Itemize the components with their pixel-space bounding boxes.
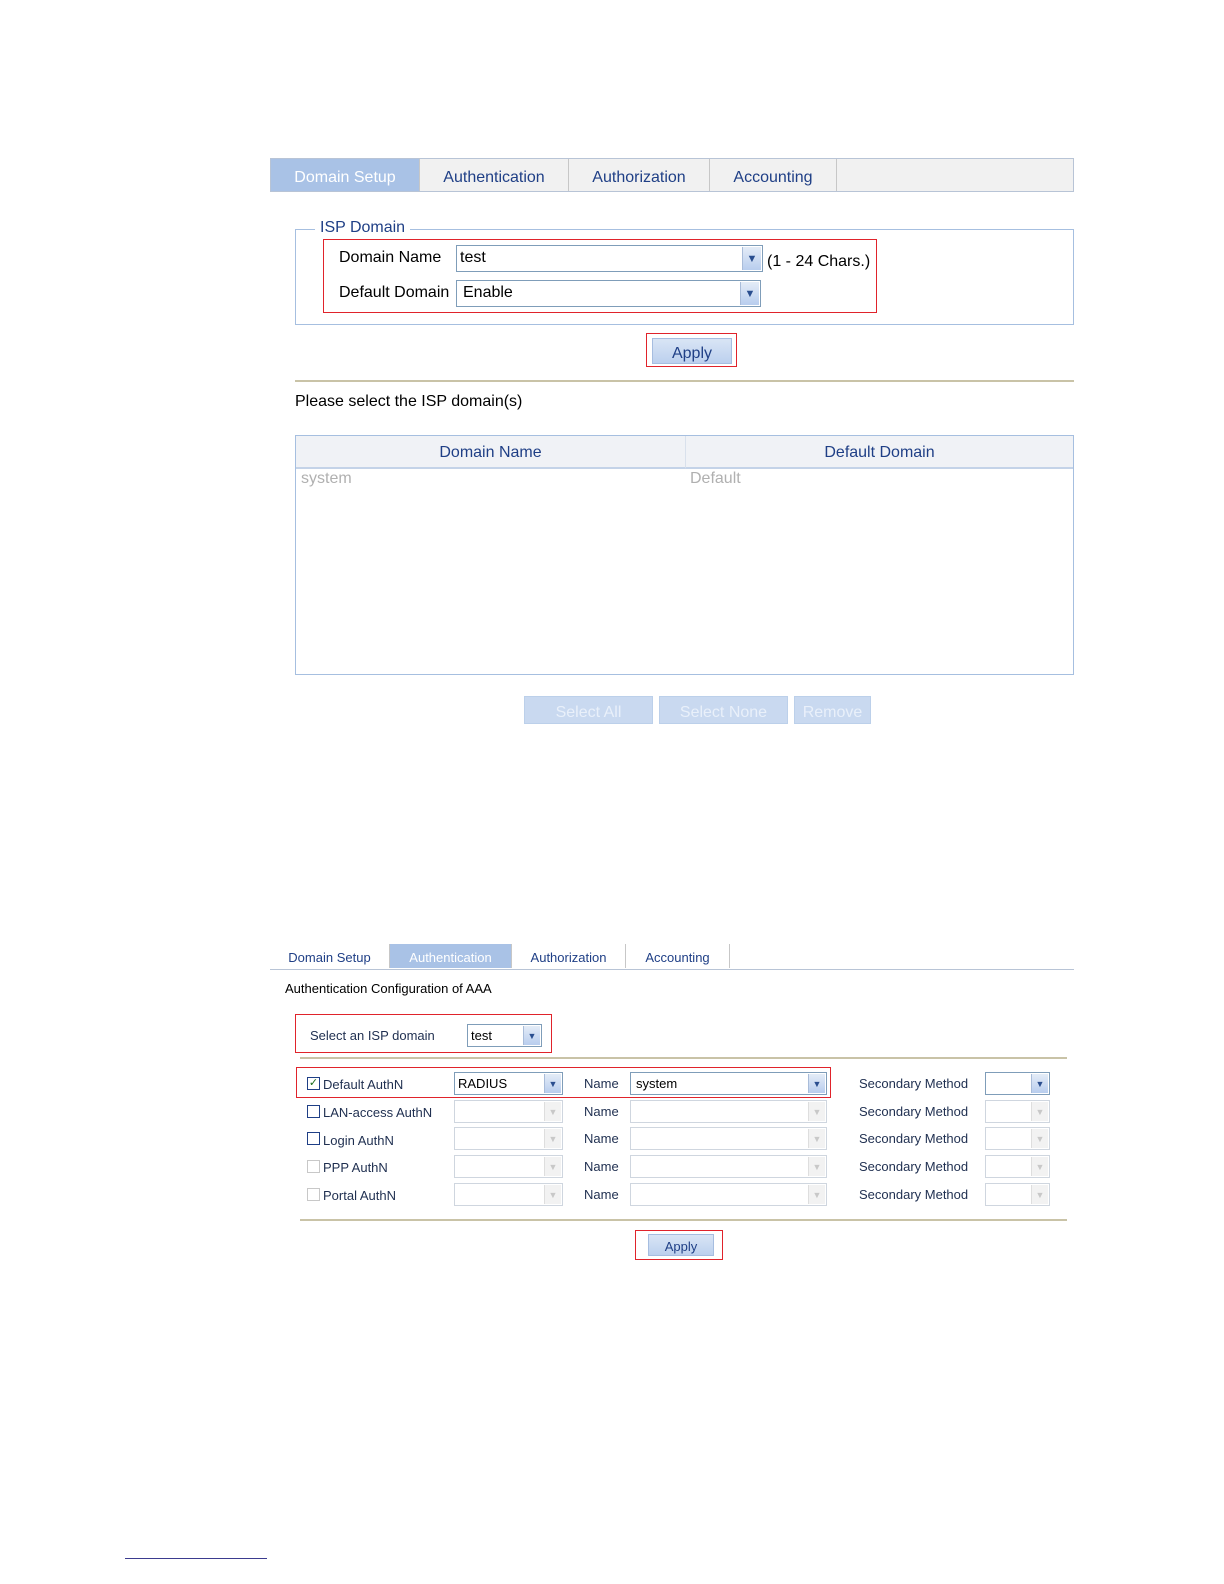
tab-bar bbox=[270, 944, 1074, 970]
chevron-down-icon[interactable]: ▼ bbox=[544, 1074, 561, 1093]
secondary-method-label: Secondary Method bbox=[859, 1104, 969, 1119]
chevron-down-icon[interactable]: ▼ bbox=[808, 1074, 825, 1093]
ppp-authn-label: PPP AuthN bbox=[323, 1160, 388, 1175]
name-label: Name bbox=[584, 1159, 619, 1174]
portal-authn-method-select[interactable] bbox=[454, 1183, 563, 1206]
footnote-rule bbox=[125, 1558, 267, 1559]
default-domain-label: Default Domain bbox=[339, 284, 450, 301]
ppp-authn-name-select[interactable] bbox=[630, 1155, 827, 1178]
chevron-down-icon[interactable]: ▼ bbox=[808, 1129, 825, 1148]
ppp-authn-method-select[interactable] bbox=[454, 1155, 563, 1178]
lan-access-authn-secondary-select[interactable] bbox=[985, 1100, 1050, 1123]
isp-domain-legend: ISP Domain bbox=[315, 219, 410, 237]
divider bbox=[300, 1219, 1067, 1221]
tab-authorization[interactable]: Authorization bbox=[569, 159, 710, 191]
chevron-down-icon[interactable]: ▼ bbox=[544, 1129, 561, 1148]
portal-authn-name-select[interactable] bbox=[630, 1183, 827, 1206]
chevron-down-icon[interactable]: ▼ bbox=[808, 1185, 825, 1204]
chevron-down-icon[interactable]: ▼ bbox=[544, 1157, 561, 1176]
chevron-down-icon[interactable]: ▼ bbox=[808, 1157, 825, 1176]
tab-accounting[interactable]: Accounting bbox=[710, 159, 837, 191]
default-authn-method-value: RADIUS bbox=[458, 1076, 508, 1091]
portal-authn-checkbox[interactable] bbox=[307, 1188, 320, 1201]
chevron-down-icon[interactable]: ▼ bbox=[1031, 1074, 1048, 1093]
chevron-down-icon[interactable]: ▼ bbox=[1031, 1102, 1048, 1121]
lan-access-authn-checkbox[interactable] bbox=[307, 1105, 320, 1118]
remove-button[interactable]: Remove bbox=[794, 696, 871, 724]
chevron-down-icon[interactable]: ▼ bbox=[544, 1185, 561, 1204]
tab-domain-setup[interactable]: Domain Setup bbox=[270, 944, 390, 968]
secondary-method-label: Secondary Method bbox=[859, 1187, 969, 1202]
default-authn-name-value: system bbox=[636, 1076, 678, 1091]
divider bbox=[295, 380, 1074, 382]
secondary-method-label: Secondary Method bbox=[859, 1076, 969, 1091]
isp-domain-select[interactable] bbox=[467, 1024, 542, 1047]
lan-access-authn-label: LAN-access AuthN bbox=[323, 1105, 433, 1120]
column-header-default-domain[interactable]: Default Domain bbox=[686, 436, 1073, 469]
isp-domain-value: test bbox=[471, 1028, 492, 1043]
chevron-down-icon[interactable]: ▼ bbox=[544, 1102, 561, 1121]
tab-bar bbox=[270, 158, 1074, 192]
tab-authentication[interactable]: Authentication bbox=[390, 944, 512, 968]
domain-name-combobox[interactable] bbox=[456, 245, 763, 272]
name-label: Name bbox=[584, 1131, 619, 1146]
chevron-down-icon[interactable]: ▼ bbox=[1031, 1185, 1048, 1204]
login-authn-label: Login AuthN bbox=[323, 1133, 394, 1148]
chevron-down-icon[interactable]: ▼ bbox=[1031, 1129, 1048, 1148]
login-authn-checkbox[interactable] bbox=[307, 1132, 320, 1145]
domain-name-label: Domain Name bbox=[339, 249, 442, 266]
tab-domain-setup[interactable]: Domain Setup bbox=[271, 159, 420, 191]
ppp-authn-checkbox[interactable] bbox=[307, 1160, 320, 1173]
isp-domain-label: Select an ISP domain bbox=[310, 1028, 435, 1043]
ppp-authn-secondary-select[interactable] bbox=[985, 1155, 1050, 1178]
secondary-method-label: Secondary Method bbox=[859, 1159, 969, 1174]
chevron-down-icon[interactable]: ▼ bbox=[740, 282, 759, 305]
tab-accounting[interactable]: Accounting bbox=[626, 944, 730, 968]
select-none-button[interactable]: Select None bbox=[659, 696, 788, 724]
login-authn-method-select[interactable] bbox=[454, 1127, 563, 1150]
table-cell[interactable]: system bbox=[301, 470, 352, 487]
login-authn-secondary-select[interactable] bbox=[985, 1127, 1050, 1150]
default-authn-secondary-select[interactable] bbox=[985, 1072, 1050, 1095]
apply-button[interactable]: Apply bbox=[648, 1234, 714, 1256]
default-authn-checkbox[interactable]: ✓ bbox=[308, 1077, 319, 1089]
chevron-down-icon[interactable]: ▼ bbox=[523, 1026, 540, 1045]
divider bbox=[300, 1057, 1067, 1059]
table-cell[interactable]: Default bbox=[690, 470, 741, 487]
page-title: Authentication Configuration of AAA bbox=[285, 981, 492, 996]
select-prompt: Please select the ISP domain(s) bbox=[295, 393, 523, 410]
default-authn-label: Default AuthN bbox=[323, 1077, 404, 1092]
chevron-down-icon[interactable]: ▼ bbox=[808, 1102, 825, 1121]
name-label: Name bbox=[584, 1187, 619, 1202]
login-authn-name-select[interactable] bbox=[630, 1127, 827, 1150]
tab-authorization[interactable]: Authorization bbox=[512, 944, 626, 968]
domain-name-value: test bbox=[460, 249, 486, 266]
column-header-domain-name[interactable]: Domain Name bbox=[296, 436, 686, 469]
name-label: Name bbox=[584, 1076, 619, 1091]
domain-table bbox=[295, 435, 1074, 675]
chevron-down-icon[interactable]: ▼ bbox=[1031, 1157, 1048, 1176]
chevron-down-icon[interactable]: ▼ bbox=[742, 247, 761, 270]
default-domain-select[interactable] bbox=[456, 280, 761, 307]
lan-access-authn-method-select[interactable] bbox=[454, 1100, 563, 1123]
lan-access-authn-name-select[interactable] bbox=[630, 1100, 827, 1123]
portal-authn-label: Portal AuthN bbox=[323, 1188, 396, 1203]
default-authn-method-select[interactable] bbox=[454, 1072, 563, 1095]
select-all-button[interactable]: Select All bbox=[524, 696, 653, 724]
default-domain-value: Enable bbox=[463, 284, 513, 301]
default-authn-name-select[interactable] bbox=[630, 1072, 827, 1095]
secondary-method-label: Secondary Method bbox=[859, 1131, 969, 1146]
domain-name-hint: (1 - 24 Chars.) bbox=[767, 253, 871, 270]
tab-authentication[interactable]: Authentication bbox=[420, 159, 569, 191]
portal-authn-secondary-select[interactable] bbox=[985, 1183, 1050, 1206]
apply-button[interactable]: Apply bbox=[652, 338, 732, 364]
name-label: Name bbox=[584, 1104, 619, 1119]
